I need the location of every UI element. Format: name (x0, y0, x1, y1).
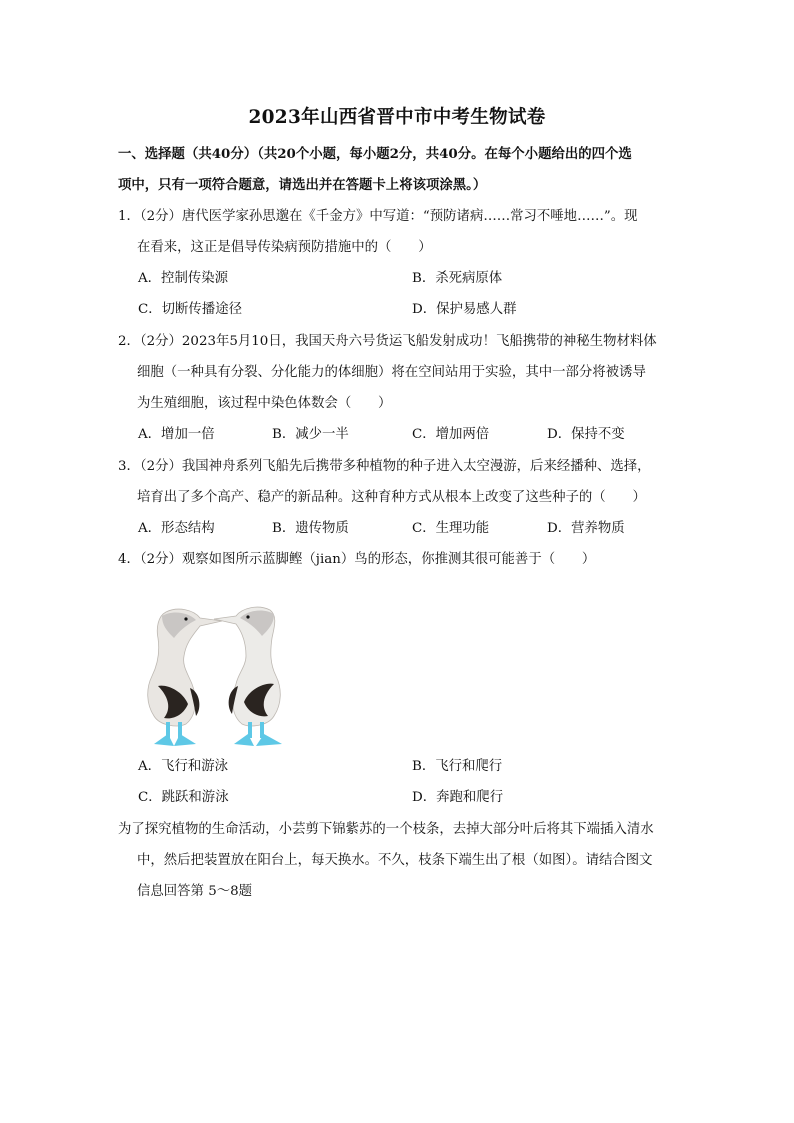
exam-title: 2023年山西省晋中市中考生物试卷 (248, 107, 546, 128)
question-2-line-3: 为生殖细胞，该过程中染色体数会（ ） (137, 396, 392, 411)
q4-option-a: A．飞行和游泳 (138, 759, 229, 774)
q1-option-a: A．控制传染源 (138, 271, 229, 286)
passage-line-1: 为了探究植物的生命活动，小芸剪下锦紫苏的一个枝条，去掉大部分叶后将其下端插入清水 (118, 822, 654, 837)
q2-option-b: B．减少一半 (272, 427, 349, 442)
passage-line-2: 中，然后把装置放在阳台上，每天换水。不久，枝条下端生出了根（如图）。请结合图文 (137, 853, 653, 868)
q3-option-d: D．营养物质 (547, 521, 625, 536)
q1-option-d: D．保护易感人群 (412, 302, 517, 317)
q3-option-c: C．生理功能 (412, 521, 490, 536)
question-3-line-1: 3．（2分）我国神舟系列飞船先后携带多种植物的种子进入太空漫游，后来经播种、选择， (118, 459, 651, 474)
passage-line-3: 信息回答第 5～8题 (137, 884, 253, 899)
q2-option-d: D．保持不变 (547, 427, 625, 442)
question-3-line-2: 培育出了多个高产、稳产的新品种。这种育种方式从根本上改变了这些种子的（ ） (137, 490, 646, 505)
blue-footed-booby-figure (138, 604, 296, 752)
q4-option-d: D．奔跑和爬行 (412, 790, 504, 805)
q3-option-a: A．形态结构 (138, 521, 215, 536)
question-2-line-2: 细胞（一种具有分裂、分化能力的体细胞）将在空间站用于实验，其中一部分将被诱导 (137, 365, 646, 380)
section-header-line-1: 一、选择题（共40分）（共20个小题，每小题2分，共40分。在每个小题给出的四个选 (118, 146, 632, 162)
question-1-line-1: 1．（2分）唐代医学家孙思邈在《千金方》中写道：“预防诸病……常习不唾地……”。现 (118, 209, 638, 224)
question-2-line-1: 2．（2分）2023年5月10日，我国天舟六号货运飞船发射成功！飞船携带的神秘生物材料体 (118, 334, 657, 349)
q2-option-a: A．增加一倍 (138, 427, 215, 442)
section-header-line-2: 项中，只有一项符合题意，请选出并在答题卡上将该项涂黑。） (118, 177, 487, 193)
q1-option-b: B．杀死病原体 (412, 271, 503, 286)
question-4-line-1: 4．（2分）观察如图所示蓝脚鲣（jian）鸟的形态，你推测其很可能善于（ ） (118, 552, 596, 567)
right-bird-illustration (214, 607, 282, 746)
left-bird-illustration (148, 609, 222, 746)
q4-option-b: B．飞行和爬行 (412, 759, 503, 774)
q1-option-c: C．切断传播途径 (138, 302, 242, 317)
q2-option-c: C．增加两倍 (412, 427, 490, 442)
question-1-line-2: 在看来，这正是倡导传染病预防措施中的（ ） (137, 240, 432, 255)
q4-option-c: C．跳跃和游泳 (138, 790, 229, 805)
q3-option-b: B．遗传物质 (272, 521, 349, 536)
